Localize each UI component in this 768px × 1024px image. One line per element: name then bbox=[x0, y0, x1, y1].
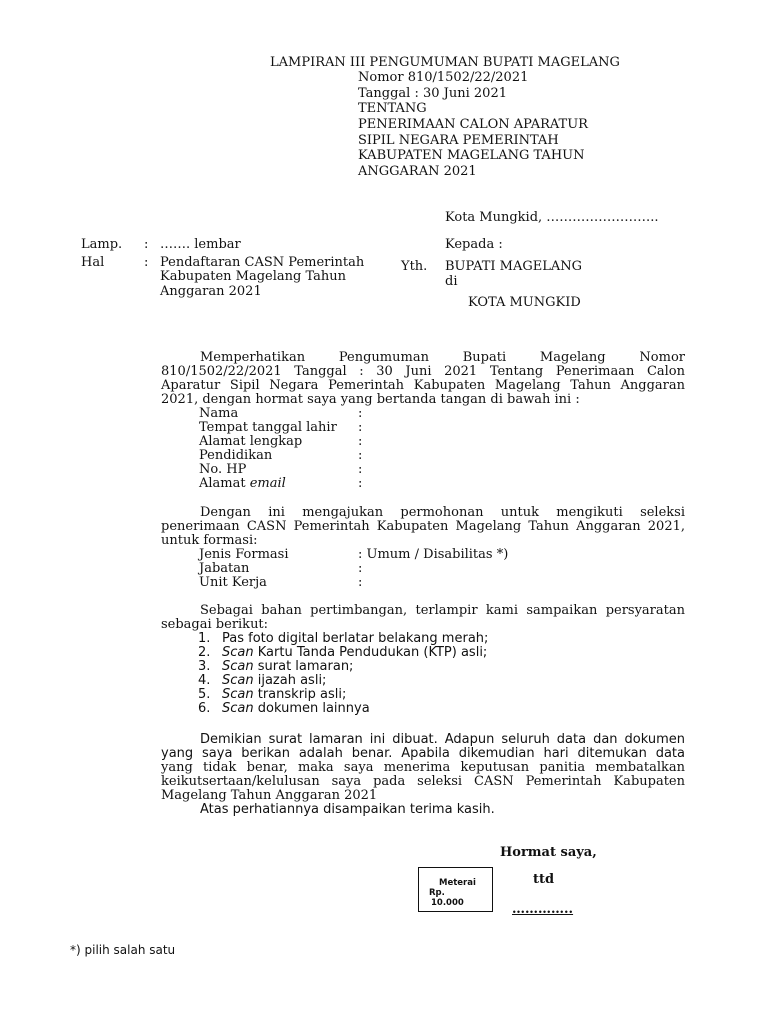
field-colon: : bbox=[358, 448, 363, 463]
hal-label: Hal bbox=[81, 255, 105, 270]
recipient-city: KOTA MUNGKID bbox=[468, 295, 581, 310]
field-label-ttl: Tempat tanggal lahir bbox=[199, 420, 337, 435]
header-nomor: Nomor 810/1502/22/2021 bbox=[358, 70, 529, 85]
thanks-line: Atas perhatiannya disampaikan terima kasih. bbox=[200, 802, 495, 817]
field-label-pendidikan: Pendidikan bbox=[199, 448, 273, 463]
field-label-email-prefix: Alamat bbox=[199, 476, 250, 491]
requirement-text: ijazah asli; bbox=[253, 673, 327, 688]
intro-line: Memperhatikan Pengumuman Bupati Magelang Nomor bbox=[200, 350, 685, 365]
header-title: LAMPIRAN III PENGUMUMAN BUPATI MAGELANG bbox=[270, 55, 620, 70]
meterai-label: Meterai bbox=[439, 878, 476, 888]
recipient-di: di bbox=[445, 274, 458, 289]
requirement-italic: Scan bbox=[222, 645, 254, 660]
meterai-rp: Rp. bbox=[429, 888, 445, 898]
meterai-stamp-box bbox=[418, 867, 493, 912]
field-colon: : bbox=[358, 406, 363, 421]
lamp-colon: : bbox=[144, 237, 149, 252]
closing-line: keikutsertaan/kelulusan saya pada seleksi CASN Pemerintah Kabupaten bbox=[161, 774, 685, 789]
recipient-name: BUPATI MAGELANG bbox=[445, 259, 583, 274]
requirement-item bbox=[198, 702, 370, 716]
intro-line: Aparatur Sipil Negara Pemerintah Kabupaten Magelang Tahun Anggaran bbox=[161, 378, 685, 393]
hal-line: Anggaran 2021 bbox=[160, 284, 262, 299]
requirement-italic: Scan bbox=[222, 701, 254, 716]
field-label-email bbox=[199, 477, 286, 491]
field-label-hp: No. HP bbox=[199, 462, 247, 477]
requirement-italic: Scan bbox=[222, 673, 254, 688]
requirement-number: 6. bbox=[198, 701, 211, 716]
formation-value: : bbox=[358, 575, 363, 590]
formation-value: : Umum / Disabilitas *) bbox=[358, 547, 509, 562]
requirement-italic: Scan bbox=[222, 659, 254, 674]
field-colon: : bbox=[358, 462, 363, 477]
recipient-kepada: Kepada : bbox=[445, 237, 503, 252]
application-line: penerimaan CASN Pemerintah Kabupaten Magelang Tahun Anggaran 2021, bbox=[161, 519, 685, 534]
header-tentang: TENTANG bbox=[358, 101, 427, 116]
closing-line: Magelang Tahun Anggaran 2021 bbox=[161, 788, 378, 803]
header-subject-line: KABUPATEN MAGELANG TAHUN bbox=[358, 148, 585, 163]
header-subject-line: SIPIL NEGARA PEMERINTAH bbox=[358, 133, 559, 148]
hal-colon: : bbox=[144, 255, 149, 270]
field-colon: : bbox=[358, 434, 363, 449]
footnote: *) pilih salah satu bbox=[70, 943, 176, 957]
formation-label: Jenis Formasi bbox=[199, 547, 289, 562]
requirement-text: transkrip asli; bbox=[253, 687, 347, 702]
formation-label: Unit Kerja bbox=[199, 575, 267, 590]
signature-ttd: ttd bbox=[533, 872, 555, 887]
hal-line: Kabupaten Magelang Tahun bbox=[160, 269, 346, 284]
field-label-nama: Nama bbox=[199, 406, 239, 421]
application-line: untuk formasi: bbox=[161, 533, 258, 548]
lamp-value: ……. lembar bbox=[160, 237, 241, 252]
intro-line: 2021, dengan hormat saya yang bertanda tangan di bawah ini : bbox=[161, 392, 580, 407]
header-subject-line: PENERIMAAN CALON APARATUR bbox=[358, 117, 588, 132]
formation-label: Jabatan bbox=[199, 561, 250, 576]
requirement-number: 4. bbox=[198, 673, 211, 688]
hal-line: Pendaftaran CASN Pemerintah bbox=[160, 255, 365, 270]
recipient-yth: Yth. bbox=[401, 259, 428, 274]
lamp-label: Lamp. bbox=[81, 237, 123, 252]
header-tanggal: Tanggal : 30 Juni 2021 bbox=[358, 86, 507, 101]
signature-hormat: Hormat saya, bbox=[500, 845, 597, 860]
meterai-amount: 10.000 bbox=[431, 898, 464, 908]
requirement-number: 2. bbox=[198, 645, 211, 660]
closing-line: yang saya berikan adalah benar. Apabila dikemudian hari ditemukan data bbox=[161, 746, 685, 761]
field-label-email-italic: email bbox=[249, 476, 286, 491]
requirement-text: surat lamaran; bbox=[253, 659, 354, 674]
signature-name-line: ………….. bbox=[512, 902, 574, 917]
requirement-text: dokumen lainnya bbox=[253, 701, 370, 716]
header-subject-line: ANGGARAN 2021 bbox=[358, 164, 477, 179]
requirement-text: Kartu Tanda Pendudukan (KTP) asli; bbox=[253, 645, 488, 660]
application-line: Dengan ini mengajukan permohonan untuk mengikuti seleksi bbox=[200, 505, 685, 520]
requirements-line: Sebagai bahan pertimbangan, terlampir kami sampaikan persyaratan bbox=[200, 603, 685, 618]
place-date: Kota Mungkid, …………………….. bbox=[445, 210, 659, 225]
requirement-number: 5. bbox=[198, 687, 211, 702]
formation-value: : bbox=[358, 561, 363, 576]
requirements-line: sebagai berikut: bbox=[161, 617, 269, 632]
intro-line: 810/1502/22/2021 Tanggal : 30 Juni 2021 Tentang Penerimaan Calon bbox=[161, 364, 685, 379]
closing-line: yang tidak benar, maka saya menerima keputusan panitia membatalkan bbox=[161, 760, 685, 775]
field-colon: : bbox=[358, 420, 363, 435]
closing-line: Demikian surat lamaran ini dibuat. Adapun seluruh data dan dokumen bbox=[200, 732, 685, 747]
requirement-number: 3. bbox=[198, 659, 211, 674]
field-label-alamat: Alamat lengkap bbox=[199, 434, 303, 449]
requirement-italic: Scan bbox=[222, 687, 254, 702]
requirement-text: Pas foto digital berlatar belakang merah; bbox=[222, 631, 489, 646]
field-colon: : bbox=[358, 476, 363, 491]
requirement-number: 1. bbox=[198, 631, 211, 646]
